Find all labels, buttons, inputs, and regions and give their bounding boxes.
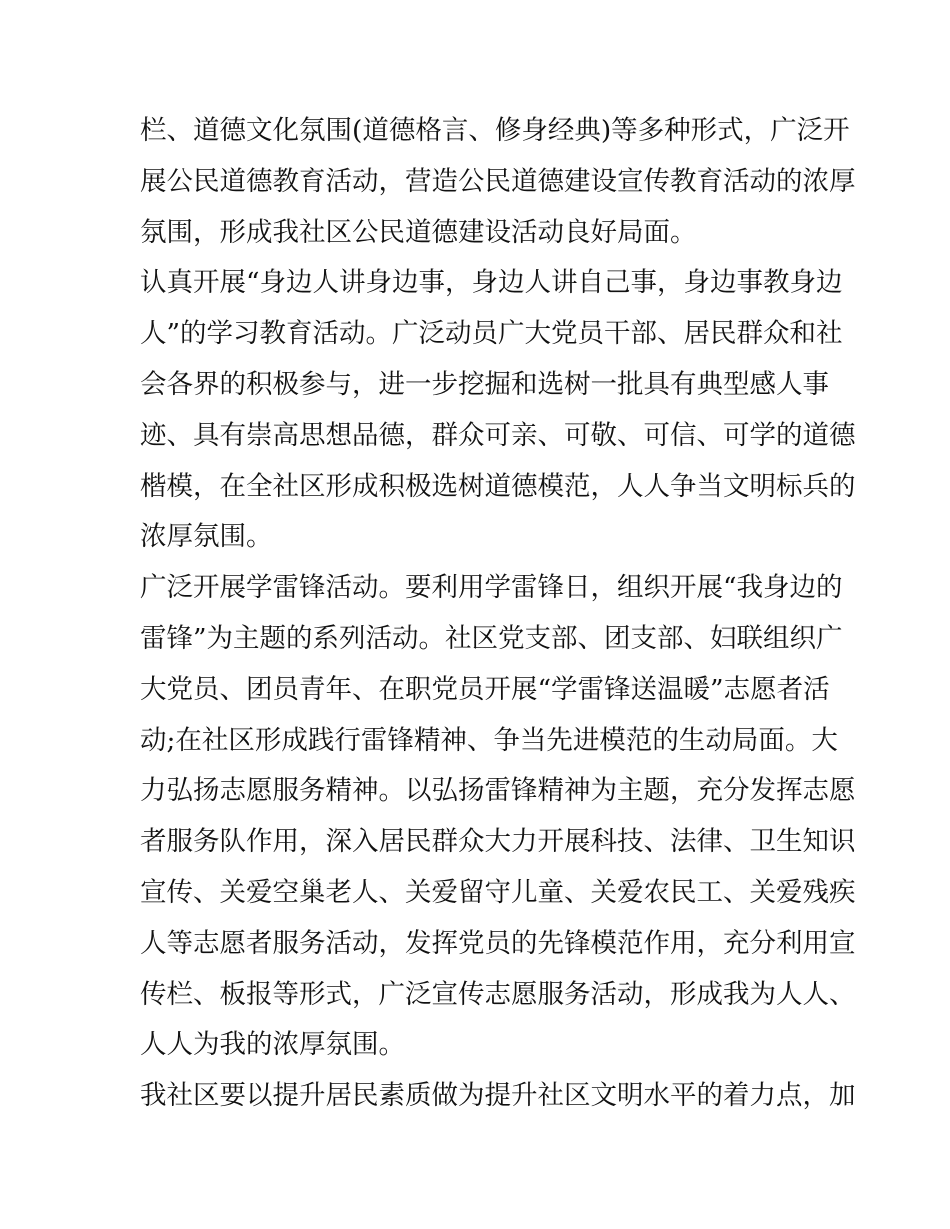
text-line: 力弘扬志愿服务精神。以弘扬雷锋精神为主题，充分发挥志愿	[140, 775, 856, 807]
text-line: 迹、具有崇高思想品德，群众可亲、可敬、可信、可学的道德	[140, 419, 856, 451]
text-line: 楷模，在全社区形成积极选树道德模范，人人争当文明标兵的	[140, 470, 856, 502]
text-line: 我社区要以提升居民素质做为提升社区文明水平的着力点，加	[140, 1080, 856, 1112]
text-line: 雷锋”为主题的系列活动。社区党支部、团支部、妇联组织广	[140, 622, 843, 654]
paragraph-learn-from-leifeng	[140, 563, 856, 1071]
paragraph-moral-education	[140, 106, 856, 258]
text-line: 认真开展“身边人讲身边事，身边人讲自己事，身边事教身边	[140, 267, 843, 299]
text-line: 人”的学习教育活动。广泛动员广大党员干部、居民群众和社	[140, 318, 843, 350]
paragraph-resident-quality	[140, 1071, 856, 1122]
text-line: 广泛开展学雷锋活动。要利用学雷锋日，组织开展“我身边的	[140, 572, 843, 604]
text-line: 栏、道德文化氛围(道德格言、修身经典)等多种形式，广泛开	[140, 115, 850, 146]
body-text	[140, 106, 856, 1122]
text-line: 人等志愿者服务活动，发挥党员的先锋模范作用，充分利用宣	[140, 927, 856, 959]
text-line: 宣传、关爱空巢老人、关爱留守儿童、关爱农民工、关爱残疾	[140, 876, 856, 908]
text-line: 者服务队作用，深入居民群众大力开展科技、法律、卫生知识	[140, 826, 856, 858]
paragraph-people-around-us	[140, 258, 856, 563]
text-line: 浓厚氛围。	[140, 521, 273, 553]
text-line: 大党员、团员青年、在职党员开展“学雷锋送温暖”志愿者活	[140, 673, 830, 705]
text-line: 动;在社区形成践行雷锋精神、争当先进模范的生动局面。大	[140, 724, 838, 756]
text-line: 氛围，形成我社区公民道德建设活动良好局面。	[140, 216, 697, 248]
text-line: 人人为我的浓厚氛围。	[140, 1029, 405, 1061]
text-line: 传栏、板报等形式，广泛宣传志愿服务活动，形成我为人人、	[140, 978, 856, 1010]
text-line: 展公民道德教育活动，营造公民道德建设宣传教育活动的浓厚	[140, 165, 856, 197]
text-line: 会各界的积极参与，进一步挖掘和选树一批具有典型感人事	[140, 368, 829, 400]
